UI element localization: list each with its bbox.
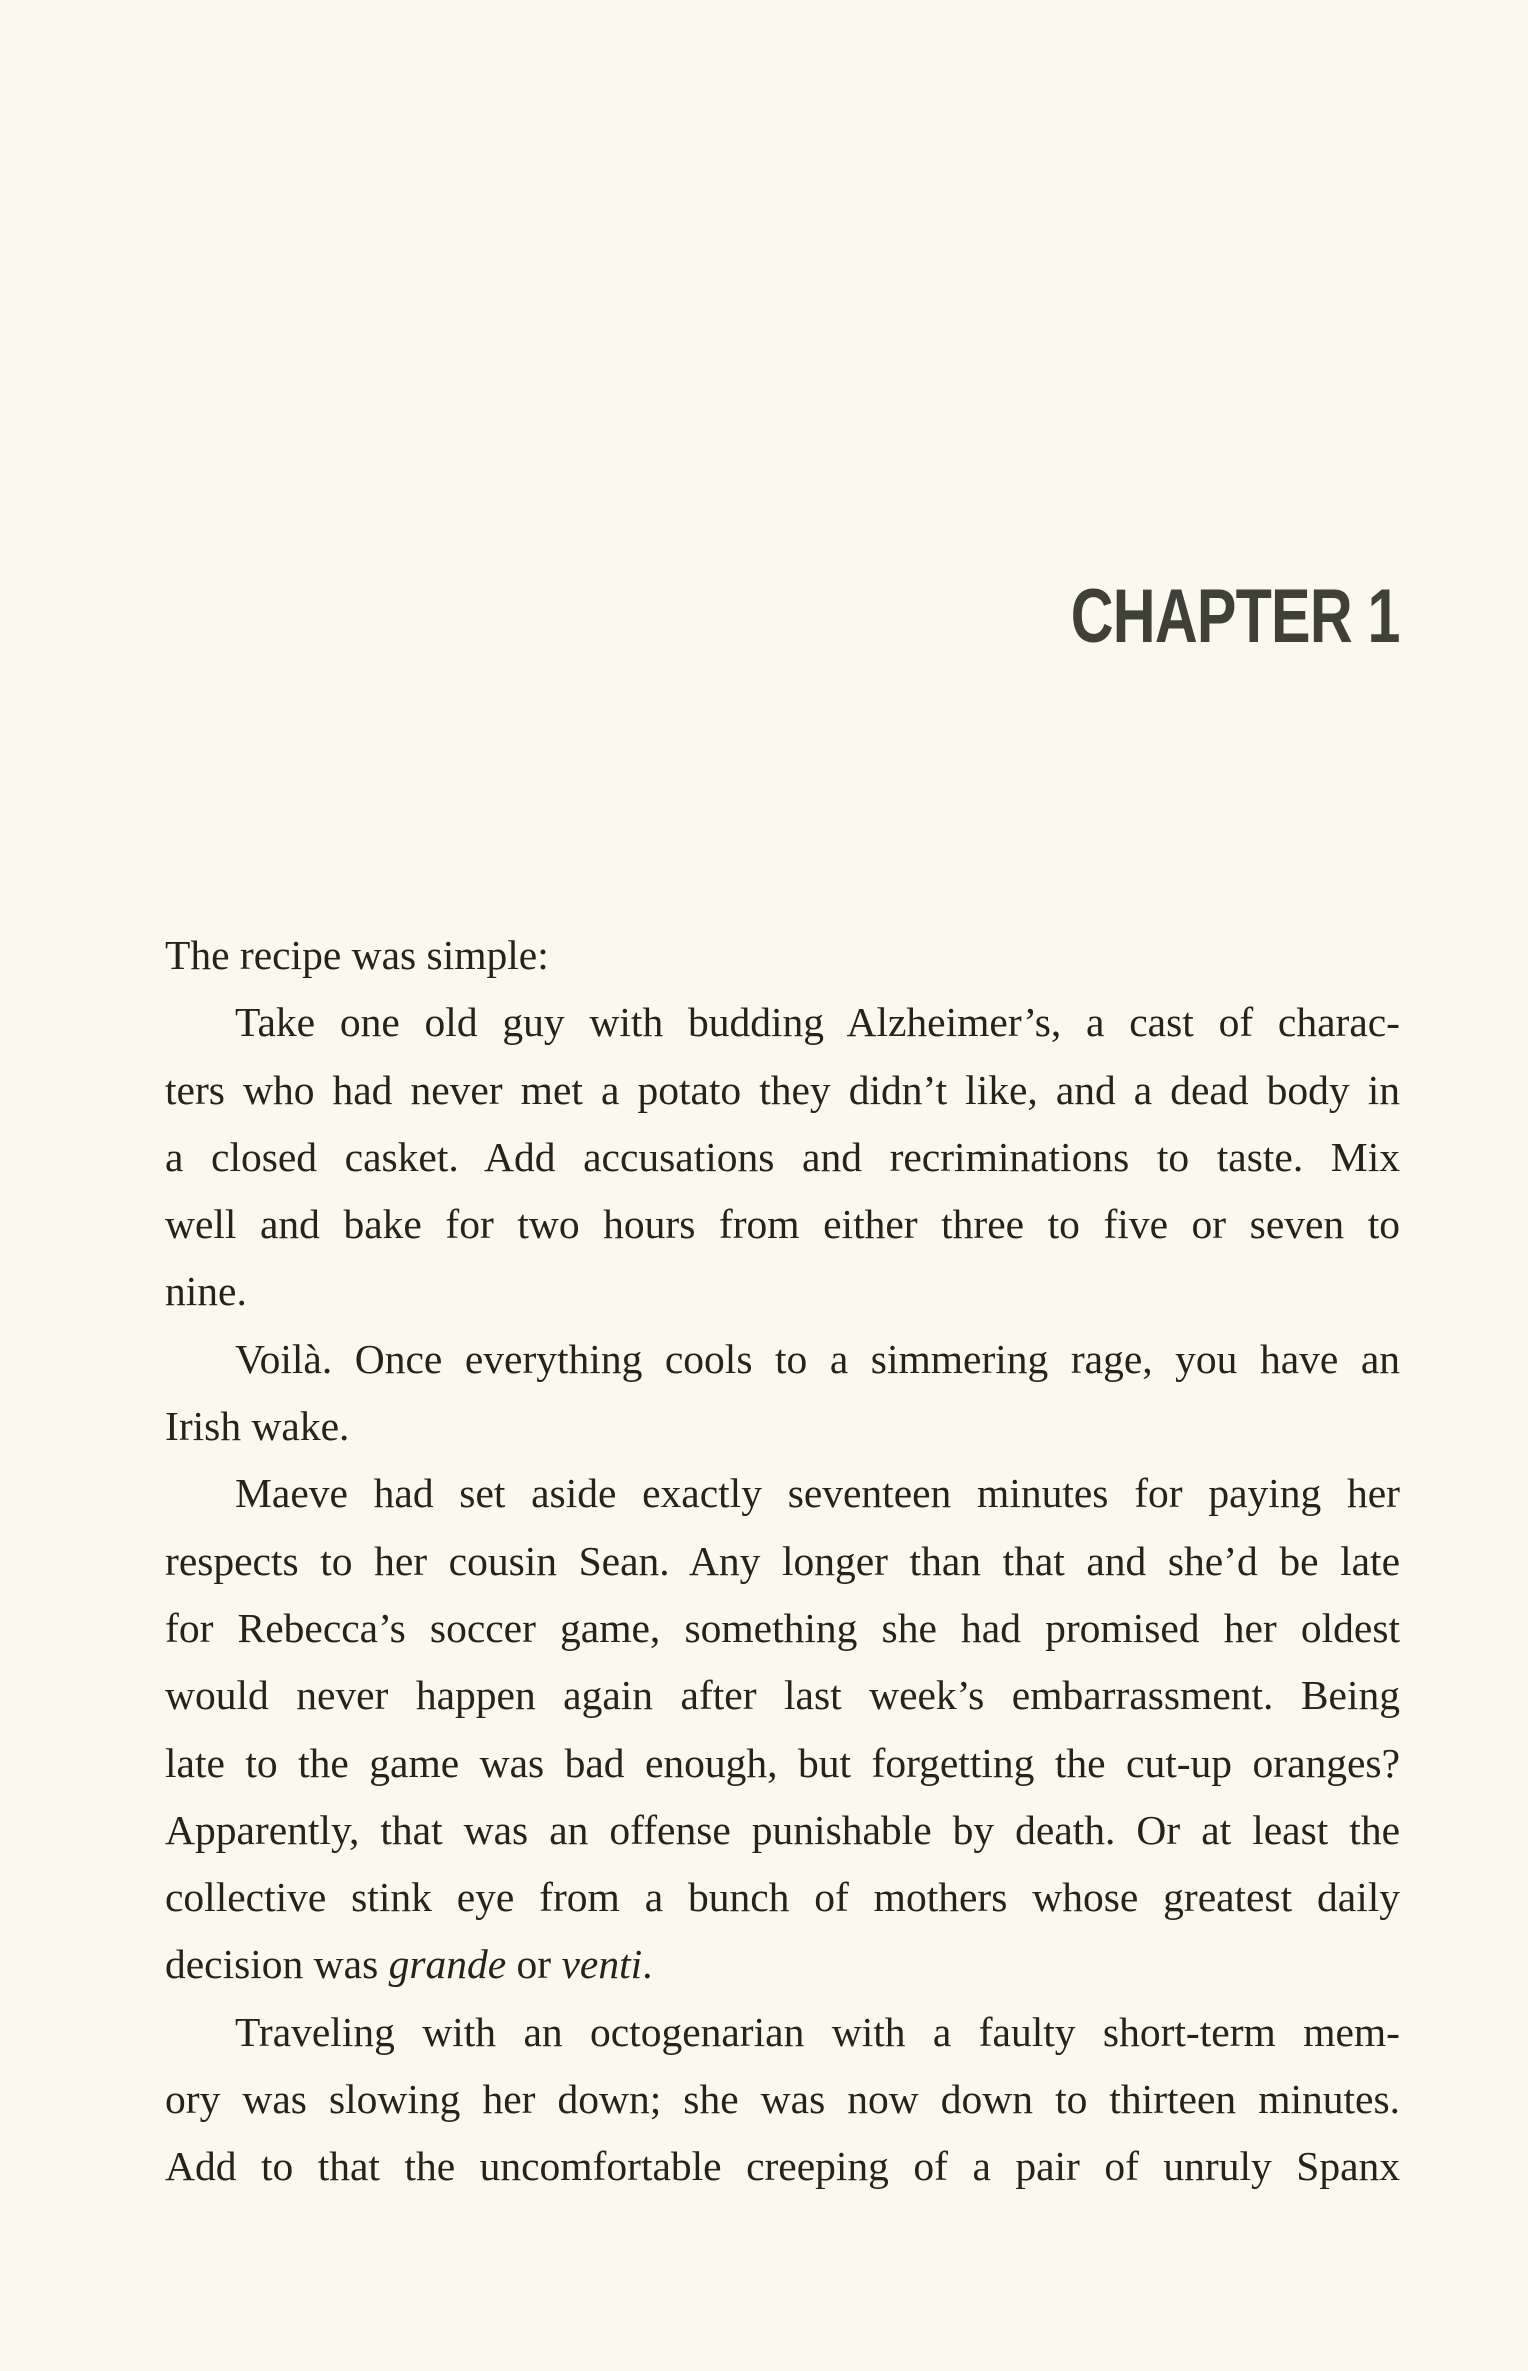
text-line: would never happen again after last week’s embarrassment. Being [165,1672,1400,1719]
text-line [165,1931,1400,1998]
text-line: ory was slowing her down; she was now down to thirteen minutes. [165,2076,1400,2123]
text-line: a closed casket. Add accusations and recriminations to taste. Mix [165,1133,1400,1180]
italic-text: grande [388,1941,507,1988]
text-line: Traveling with an octogenarian with a faulty short-term mem- [235,2008,1400,2055]
text-line: nine. [165,1268,247,1315]
text-line: Take one old guy with budding Alzheimer’s, a cast of charac- [235,999,1400,1046]
paragraph [165,1460,1400,1998]
text-line: for Rebecca’s soccer game, something she had promised her oldest [165,1604,1400,1651]
paragraph [165,989,1400,1325]
text-line: ters who had never met a potato they didn’t like, and a dead body in [165,1066,1400,1113]
chapter-heading: CHAPTER 1 [1071,574,1400,659]
chapter-body [165,922,1400,2201]
text-line: Add to that the uncomfortable creeping of a pair of unruly Spanx [165,2143,1400,2190]
text-line: Maeve had set aside exactly seventeen minutes for paying her [235,1470,1400,1517]
text-line: Voilà. Once everything cools to a simmering rage, you have an [235,1335,1400,1382]
text-line: late to the game was bad enough, but forgetting the cut-up oranges? [165,1739,1400,1786]
paragraph [165,1999,1400,2201]
text-run: . [642,1941,653,1988]
paragraph [165,1326,1400,1461]
text-line: Apparently, that was an offense punishable by death. Or at least the [165,1806,1400,1853]
text-line: well and bake for two hours from either three to five or seven to [165,1201,1400,1248]
text-run: or [506,1941,562,1988]
text-run: decision was [165,1941,389,1988]
text-line: collective stink eye from a bunch of mothers whose greatest daily [165,1874,1400,1921]
text-line: respects to her cousin Sean. Any longer than that and she’d be late [165,1537,1400,1584]
paragraph [165,922,1400,989]
italic-text: venti [561,1941,643,1988]
text-line: The recipe was simple: [165,932,549,978]
text-line: Irish wake. [165,1403,350,1450]
